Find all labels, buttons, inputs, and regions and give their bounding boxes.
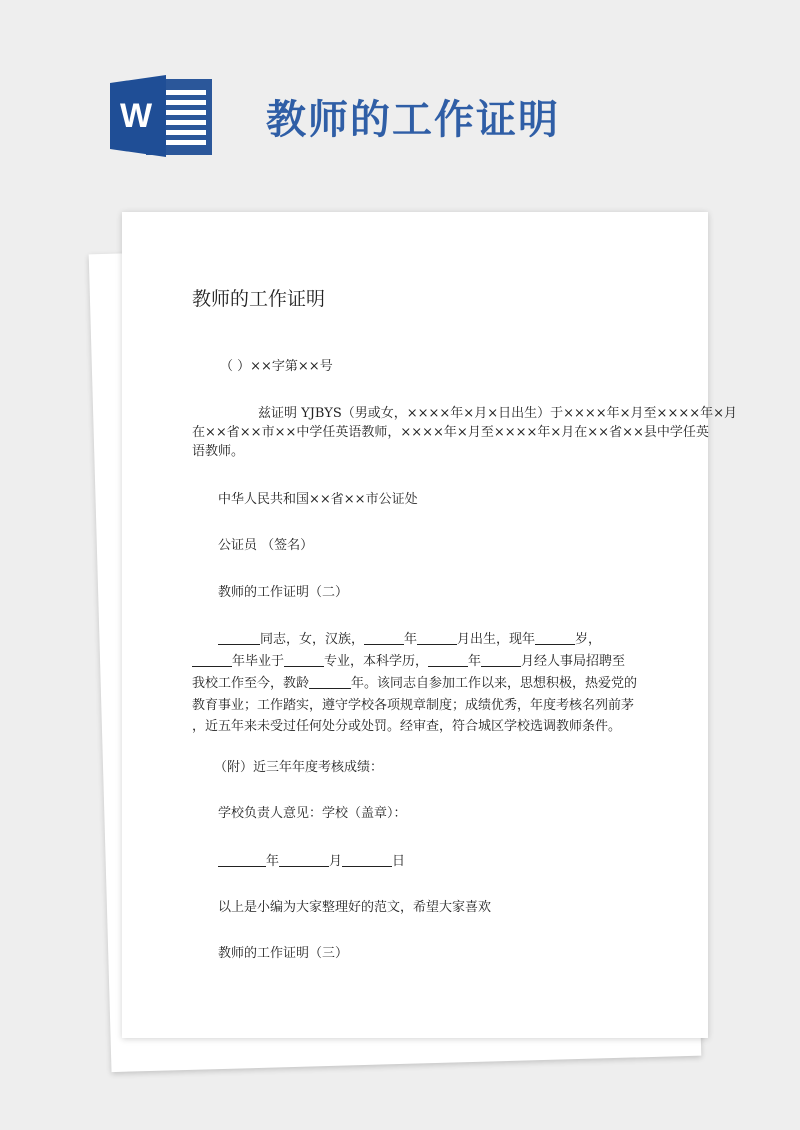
banner-title: 教师的工作证明 bbox=[266, 97, 560, 143]
school-opinion: 学校负责人意见：学校（盖章）： bbox=[218, 806, 407, 821]
section-3-title: 教师的工作证明（三） bbox=[218, 946, 349, 961]
section-2-title: 教师的工作证明（二） bbox=[218, 585, 349, 600]
document-title: 教师的工作证明 bbox=[192, 288, 326, 310]
word-logo-letter: W bbox=[119, 97, 153, 135]
section-2-line-4: 教育事业；工作踏实，遵守学校各项规章制度；成绩优秀，年度考核名列前茅 bbox=[192, 698, 635, 713]
section-2-line-1: 同志，女，汉族， 年 月出生，现年 岁， bbox=[218, 630, 694, 650]
blank-field bbox=[342, 852, 392, 867]
document-page bbox=[122, 212, 738, 1038]
closing-remark: 以上是小编为大家整理好的范文，希望大家喜欢 bbox=[218, 900, 492, 915]
blank-field bbox=[192, 652, 232, 667]
section-2-line-5: ，近五年来未受过任何处分或处罚。经审查，符合城区学校选调教师条件。 bbox=[192, 719, 622, 734]
notary-office: 中华人民共和国××省××市公证处 bbox=[218, 492, 418, 507]
certificate-line-3: 语教师。 bbox=[192, 444, 245, 459]
blank-field bbox=[535, 630, 575, 645]
blank-field bbox=[481, 652, 521, 667]
section-2-line-2: 年毕业于 专业，本科学历， 年 月经人事局招聘至 bbox=[192, 652, 668, 672]
word-logo-icon bbox=[110, 75, 212, 157]
appendix-line: （附）近三年年度考核成绩： bbox=[214, 760, 384, 775]
blank-field bbox=[218, 630, 260, 645]
date-line: 年 月 日 bbox=[218, 852, 694, 872]
notary-signature: 公证员 （签名） bbox=[218, 538, 314, 553]
blank-field bbox=[309, 674, 351, 689]
blank-field bbox=[279, 852, 329, 867]
section-2-line-3: 我校工作至今，教龄 年。该同志自参加工作以来，思想积极，热爱党的 bbox=[192, 676, 638, 691]
certificate-line-1: 兹证明 YJBYS（男或女，××××年×月×日出生）于××××年×月至××××年×月 bbox=[258, 406, 738, 421]
blank-field bbox=[428, 652, 468, 667]
certificate-line-2: 在××省××市××中学任英语教师，××××年×月至××××年×月在××省××县中学任英 bbox=[192, 425, 709, 440]
blank-field bbox=[284, 652, 324, 667]
reference-number: （ ）××字第××号 bbox=[220, 359, 333, 374]
blank-field bbox=[417, 630, 457, 645]
blank-field bbox=[364, 630, 404, 645]
blank-field bbox=[218, 852, 266, 867]
